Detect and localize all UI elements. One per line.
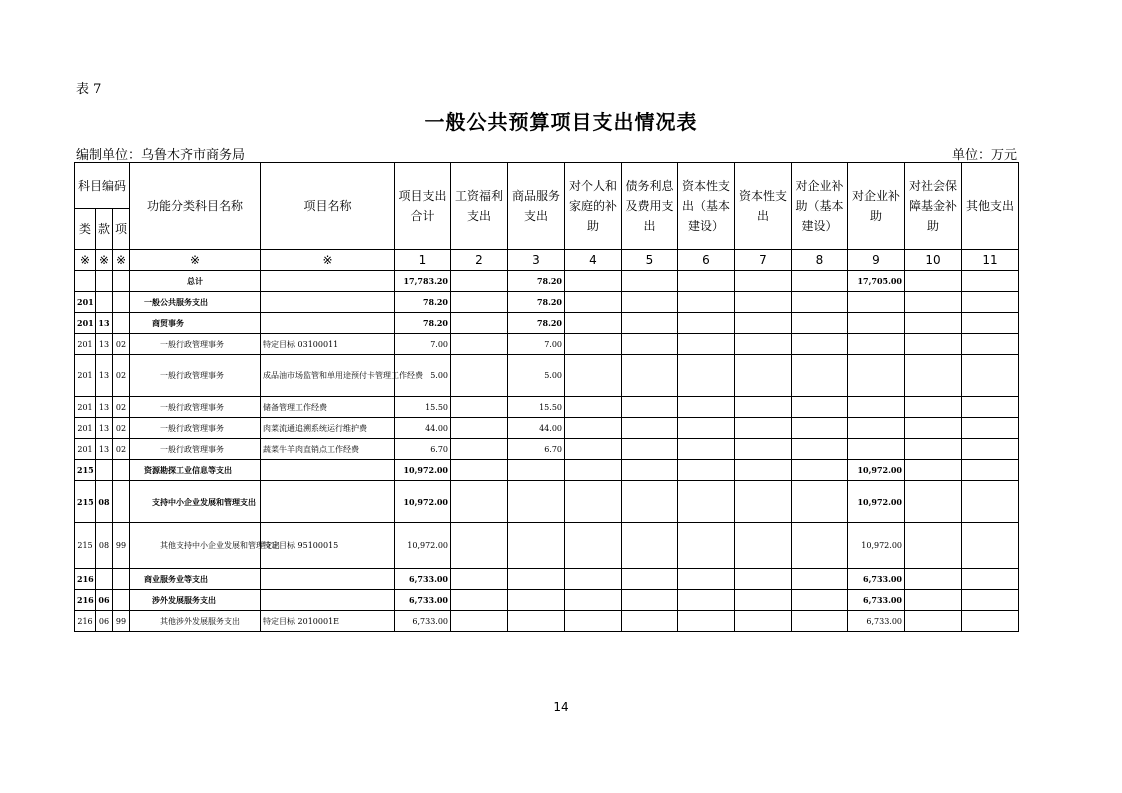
table-row [75,334,1019,355]
cell-xiang [113,569,130,590]
cell-value-col-3 [508,611,565,632]
table-row [75,569,1019,590]
cell-value-col-7 [735,271,792,292]
table-row [75,292,1019,313]
index-7: 7 [735,250,792,271]
cell-value-col-6 [678,460,735,481]
cell-project-name: 储备管理工作经费 [261,397,395,418]
cell-value-col-2 [451,523,508,569]
cell-value-col-10 [905,271,962,292]
cell-value-col-7 [735,611,792,632]
cell-value-col-9: 10,972.00 [848,481,905,523]
table-row [75,439,1019,460]
cell-value-col-4 [565,313,622,334]
cell-lei: 201 [75,418,96,439]
cell-value-col-11 [962,334,1019,355]
table-row [75,418,1019,439]
cell-lei: 201 [75,397,96,418]
cell-value-col-7 [735,590,792,611]
cell-value-col-9: 10,972.00 [848,523,905,569]
cell-xiang [113,460,130,481]
cell-xiang: 02 [113,439,130,460]
index-9: 9 [848,250,905,271]
cell-kuan [96,569,113,590]
cell-value-col-11 [962,481,1019,523]
cell-lei: 215 [75,460,96,481]
cell-value-col-3 [508,481,565,523]
table-row [75,460,1019,481]
cell-value-col-4 [565,569,622,590]
cell-lei: 201 [75,292,96,313]
cell-function-name: 一般公共服务支出 [130,292,261,313]
cell-value-col-5 [622,313,678,334]
cell-xiang: 02 [113,418,130,439]
cell-value-col-1: 44.00 [395,418,451,439]
cell-kuan: 13 [96,397,113,418]
cell-value-col-7 [735,397,792,418]
cell-lei: 216 [75,611,96,632]
cell-project-name: 特定目标 95100015 [261,523,395,569]
cell-value-col-5 [622,439,678,460]
cell-value-col-6 [678,569,735,590]
cell-function-name: 其他支持中小企业发展和管理支出 [130,523,261,569]
cell-value-col-2 [451,334,508,355]
header-col-8: 对企业补助（基本建设） [792,163,848,250]
cell-value-col-11 [962,313,1019,334]
cell-function-name: 一般行政管理事务 [130,355,261,397]
cell-value-col-9 [848,355,905,397]
index-8: 8 [792,250,848,271]
cell-value-col-5 [622,460,678,481]
mark-project-name: ※ [261,250,395,271]
header-col-9: 对企业补助 [848,163,905,250]
cell-value-col-1: 17,783.20 [395,271,451,292]
cell-kuan: 08 [96,481,113,523]
cell-project-name [261,569,395,590]
cell-lei: 201 [75,439,96,460]
header-kuan: 款 [96,209,113,250]
currency-unit: 单位：万元 [951,148,1017,163]
cell-value-col-1: 6,733.00 [395,569,451,590]
cell-value-col-9 [848,334,905,355]
cell-value-col-5 [622,590,678,611]
cell-value-col-9: 6,733.00 [848,569,905,590]
cell-value-col-11 [962,611,1019,632]
cell-project-name [261,292,395,313]
cell-value-col-10 [905,523,962,569]
cell-value-col-7 [735,334,792,355]
cell-value-col-1: 6,733.00 [395,590,451,611]
cell-value-col-10 [905,313,962,334]
cell-value-col-6 [678,418,735,439]
cell-value-col-6 [678,523,735,569]
cell-value-col-2 [451,481,508,523]
cell-value-col-6 [678,397,735,418]
header-subject-code: 科目编码 [75,163,130,209]
cell-value-col-4 [565,523,622,569]
cell-project-name [261,313,395,334]
cell-value-col-11 [962,418,1019,439]
cell-xiang: 99 [113,611,130,632]
cell-kuan: 13 [96,418,113,439]
cell-xiang [113,313,130,334]
cell-value-col-2 [451,439,508,460]
cell-function-name: 支持中小企业发展和管理支出 [130,481,261,523]
cell-function-name: 总计 [130,271,261,292]
cell-value-col-10 [905,355,962,397]
cell-value-col-9: 6,733.00 [848,611,905,632]
table-row [75,481,1019,523]
cell-value-col-8 [792,397,848,418]
cell-value-col-4 [565,334,622,355]
cell-value-col-5 [622,611,678,632]
cell-value-col-11 [962,292,1019,313]
cell-value-col-3: 78.20 [508,313,565,334]
cell-value-col-9 [848,313,905,334]
cell-value-col-2 [451,292,508,313]
cell-value-col-9: 17,705.00 [848,271,905,292]
cell-value-col-6 [678,271,735,292]
cell-value-col-2 [451,355,508,397]
cell-value-col-10 [905,590,962,611]
cell-function-name: 一般行政管理事务 [130,397,261,418]
cell-value-col-10 [905,292,962,313]
cell-lei: 201 [75,313,96,334]
index-1: 1 [395,250,451,271]
page-number: 14 [553,700,569,714]
table-row [75,355,1019,397]
mark-xiang: ※ [113,250,130,271]
cell-value-col-8 [792,355,848,397]
cell-value-col-11 [962,460,1019,481]
cell-value-col-7 [735,355,792,397]
cell-value-col-6 [678,439,735,460]
table-number: 表 7 [76,82,102,97]
header-xiang: 项 [113,209,130,250]
cell-value-col-8 [792,569,848,590]
cell-value-col-8 [792,271,848,292]
cell-value-col-5 [622,418,678,439]
cell-value-col-11 [962,569,1019,590]
cell-value-col-5 [622,397,678,418]
cell-value-col-6 [678,355,735,397]
cell-project-name: 特定目标 03100011 [261,334,395,355]
cell-value-col-4 [565,418,622,439]
cell-value-col-8 [792,523,848,569]
cell-project-name [261,271,395,292]
index-11: 11 [962,250,1019,271]
cell-lei: 216 [75,569,96,590]
header-col-6: 资本性支出（基本建设） [678,163,735,250]
cell-value-col-5 [622,292,678,313]
cell-value-col-7 [735,481,792,523]
cell-value-col-1: 6,733.00 [395,611,451,632]
cell-value-col-6 [678,481,735,523]
cell-value-col-4 [565,271,622,292]
cell-value-col-1: 10,972.00 [395,481,451,523]
cell-value-col-2 [451,590,508,611]
cell-function-name: 其他涉外发展服务支出 [130,611,261,632]
cell-value-col-3 [508,569,565,590]
expenditure-table [74,162,1019,632]
table-row [75,397,1019,418]
cell-kuan: 13 [96,313,113,334]
cell-value-col-9: 6,733.00 [848,590,905,611]
cell-value-col-3: 5.00 [508,355,565,397]
cell-value-col-4 [565,439,622,460]
cell-value-col-1: 10,972.00 [395,460,451,481]
header-col-5: 债务利息及费用支出 [622,163,678,250]
cell-value-col-10 [905,460,962,481]
cell-value-col-5 [622,271,678,292]
cell-value-col-5 [622,569,678,590]
cell-xiang [113,590,130,611]
header-col-1: 项目支出合计 [395,163,451,250]
cell-value-col-2 [451,418,508,439]
cell-value-col-10 [905,569,962,590]
cell-value-col-4 [565,397,622,418]
cell-function-name: 一般行政管理事务 [130,418,261,439]
cell-value-col-3: 6.70 [508,439,565,460]
cell-xiang: 02 [113,355,130,397]
cell-value-col-7 [735,418,792,439]
cell-xiang [113,292,130,313]
cell-xiang [113,481,130,523]
cell-value-col-8 [792,481,848,523]
cell-value-col-9: 10,972.00 [848,460,905,481]
cell-lei: 201 [75,334,96,355]
cell-value-col-9 [848,418,905,439]
cell-value-col-4 [565,481,622,523]
cell-value-col-8 [792,460,848,481]
cell-xiang [113,271,130,292]
cell-xiang: 99 [113,523,130,569]
header-col-4: 对个人和家庭的补助 [565,163,622,250]
cell-value-col-2 [451,313,508,334]
cell-kuan: 13 [96,355,113,397]
page-title: 一般公共预算项目支出情况表 [424,110,698,134]
cell-kuan: 06 [96,590,113,611]
cell-kuan [96,271,113,292]
cell-function-name: 涉外发展服务支出 [130,590,261,611]
cell-value-col-3 [508,523,565,569]
cell-kuan: 06 [96,611,113,632]
cell-value-col-3: 44.00 [508,418,565,439]
cell-value-col-7 [735,439,792,460]
cell-value-col-4 [565,590,622,611]
cell-value-col-10 [905,481,962,523]
cell-function-name: 一般行政管理事务 [130,439,261,460]
table-body [75,271,1019,632]
mark-lei: ※ [75,250,96,271]
cell-project-name [261,590,395,611]
table-row [75,271,1019,292]
cell-project-name: 特定目标 2010001E [261,611,395,632]
cell-xiang: 02 [113,397,130,418]
header-col-10: 对社会保障基金补助 [905,163,962,250]
cell-value-col-5 [622,355,678,397]
cell-function-name: 资源勘探工业信息等支出 [130,460,261,481]
mark-kuan: ※ [96,250,113,271]
cell-value-col-3 [508,590,565,611]
cell-value-col-11 [962,271,1019,292]
cell-kuan: 13 [96,439,113,460]
cell-value-col-6 [678,590,735,611]
cell-value-col-2 [451,611,508,632]
cell-value-col-7 [735,569,792,590]
header-col-3: 商品服务支出 [508,163,565,250]
cell-value-col-9 [848,397,905,418]
cell-lei: 215 [75,481,96,523]
cell-value-col-8 [792,611,848,632]
cell-value-col-5 [622,334,678,355]
cell-value-col-1: 7.00 [395,334,451,355]
index-5: 5 [622,250,678,271]
cell-value-col-8 [792,313,848,334]
cell-lei: 201 [75,355,96,397]
cell-value-col-5 [622,481,678,523]
cell-value-col-2 [451,397,508,418]
cell-value-col-7 [735,523,792,569]
index-4: 4 [565,250,622,271]
cell-value-col-9 [848,292,905,313]
cell-value-col-7 [735,313,792,334]
cell-value-col-11 [962,523,1019,569]
cell-value-col-4 [565,355,622,397]
cell-value-col-3 [508,460,565,481]
cell-value-col-8 [792,292,848,313]
cell-value-col-1: 15.50 [395,397,451,418]
cell-value-col-6 [678,611,735,632]
cell-value-col-2 [451,569,508,590]
cell-xiang: 02 [113,334,130,355]
cell-value-col-11 [962,439,1019,460]
cell-value-col-9 [848,439,905,460]
header-function-name: 功能分类科目名称 [130,163,261,250]
cell-value-col-8 [792,439,848,460]
cell-value-col-1: 10,972.00 [395,523,451,569]
cell-value-col-4 [565,292,622,313]
table-row [75,590,1019,611]
cell-value-col-3: 78.20 [508,271,565,292]
cell-value-col-8 [792,418,848,439]
cell-value-col-11 [962,397,1019,418]
cell-kuan [96,460,113,481]
header-col-7: 资本性支出 [735,163,792,250]
cell-value-col-3: 78.20 [508,292,565,313]
cell-value-col-6 [678,313,735,334]
mark-function-name: ※ [130,250,261,271]
cell-value-col-1: 78.20 [395,313,451,334]
cell-value-col-3: 15.50 [508,397,565,418]
cell-value-col-10 [905,439,962,460]
cell-kuan: 08 [96,523,113,569]
cell-function-name: 商贸事务 [130,313,261,334]
cell-kuan [96,292,113,313]
cell-project-name [261,460,395,481]
cell-value-col-5 [622,523,678,569]
cell-value-col-7 [735,292,792,313]
header-col-11: 其他支出 [962,163,1019,250]
cell-value-col-10 [905,334,962,355]
cell-value-col-7 [735,460,792,481]
cell-value-col-8 [792,590,848,611]
cell-value-col-2 [451,460,508,481]
index-10: 10 [905,250,962,271]
table-row [75,611,1019,632]
cell-value-col-11 [962,590,1019,611]
index-3: 3 [508,250,565,271]
cell-project-name [261,481,395,523]
compiling-unit: 编制单位：乌鲁木齐市商务局 [76,148,246,163]
cell-value-col-2 [451,271,508,292]
cell-project-name: 肉菜流通追溯系统运行维护费 [261,418,395,439]
cell-value-col-6 [678,292,735,313]
cell-lei: 215 [75,523,96,569]
cell-function-name: 商业服务业等支出 [130,569,261,590]
cell-project-name: 成品油市场监管和单用途预付卡管理工作经费 [261,355,395,397]
cell-value-col-11 [962,355,1019,397]
header-col-2: 工资福利支出 [451,163,508,250]
table-row [75,313,1019,334]
cell-project-name: 蔬菜牛羊肉直销点工作经费 [261,439,395,460]
index-6: 6 [678,250,735,271]
cell-function-name: 一般行政管理事务 [130,334,261,355]
cell-value-col-3: 7.00 [508,334,565,355]
cell-value-col-4 [565,460,622,481]
cell-lei [75,271,96,292]
cell-value-col-1: 5.00 [395,355,451,397]
cell-value-col-8 [792,334,848,355]
header-project-name: 项目名称 [261,163,395,250]
cell-lei: 216 [75,590,96,611]
header-lei: 类 [75,209,96,250]
cell-value-col-1: 78.20 [395,292,451,313]
cell-value-col-10 [905,418,962,439]
cell-value-col-10 [905,397,962,418]
cell-value-col-6 [678,334,735,355]
table-row [75,523,1019,569]
cell-kuan: 13 [96,334,113,355]
cell-value-col-1: 6.70 [395,439,451,460]
cell-value-col-10 [905,611,962,632]
cell-value-col-4 [565,611,622,632]
index-2: 2 [451,250,508,271]
